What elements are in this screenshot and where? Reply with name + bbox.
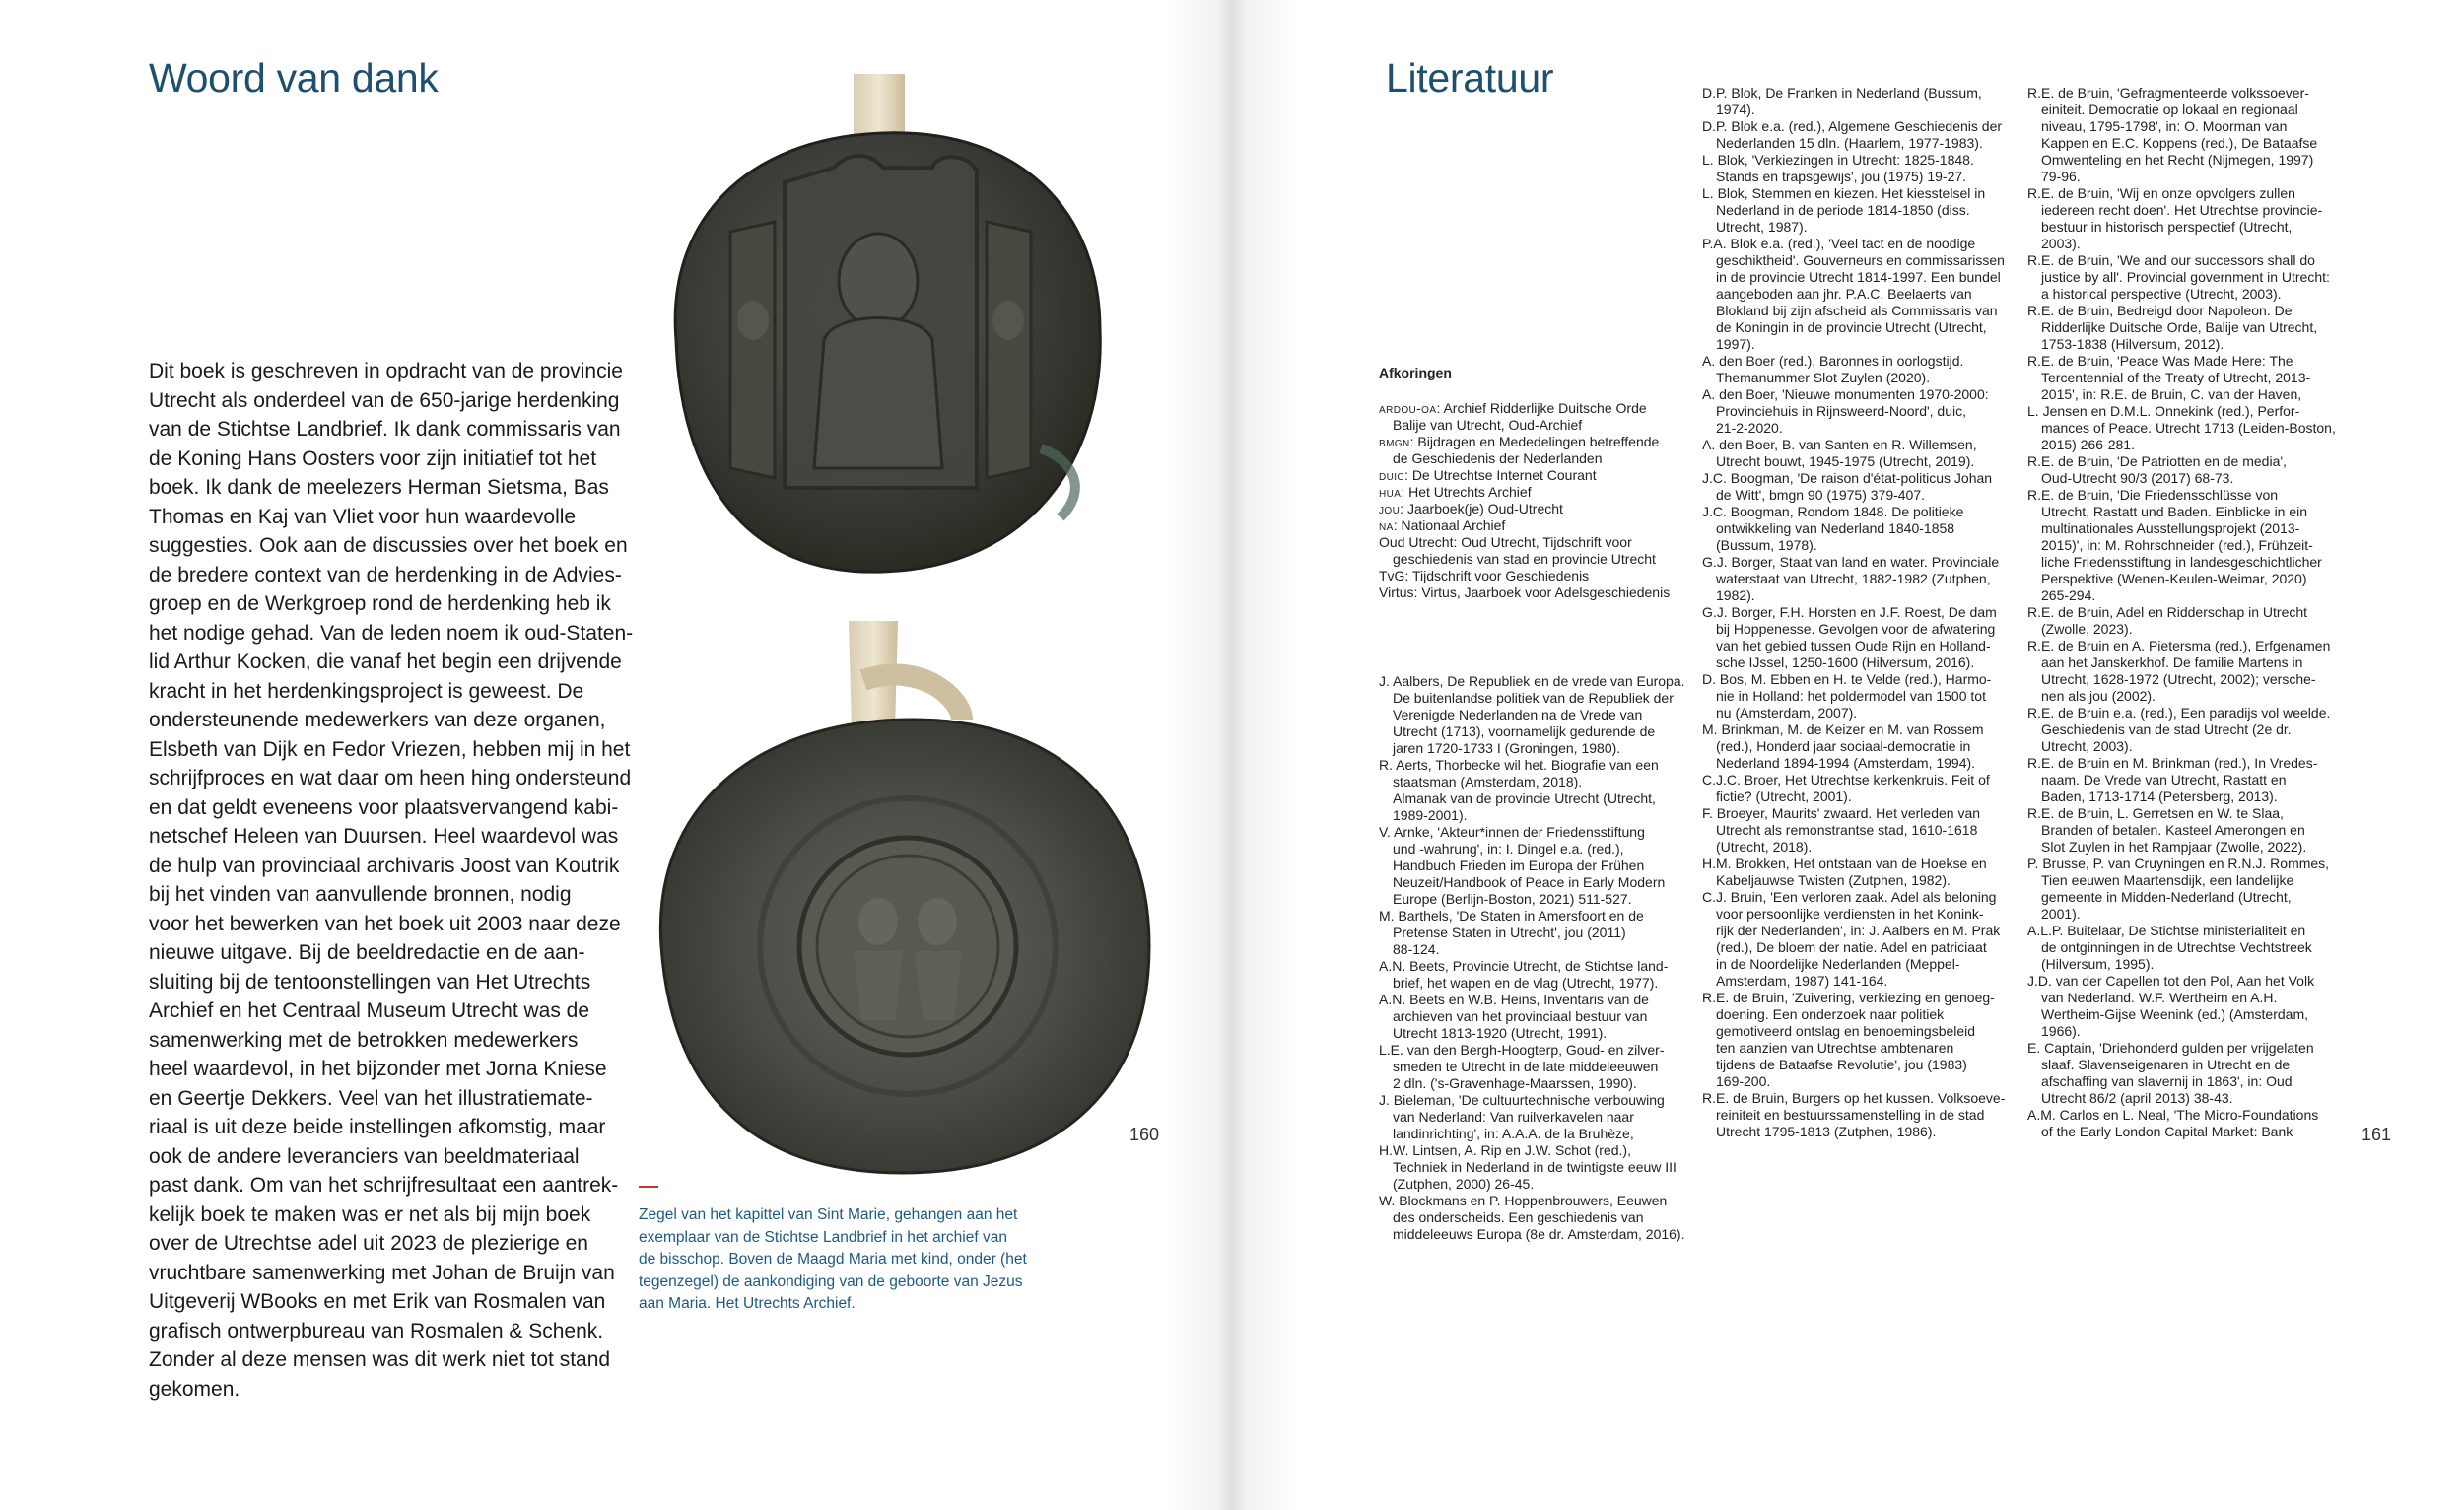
literature-line: bij Hoppenesse. Gevolgen voor de afwatering: [1716, 621, 1996, 637]
abbreviation-code: na: [1379, 517, 1394, 533]
literature-line: van Nederland. W.F. Wertheim en A.H.: [2041, 990, 2278, 1005]
literature-line: Utrecht 1813-1920 (Utrecht, 1991).: [1393, 1025, 1608, 1041]
body-line: sluiting bij de tentoonstellingen van Het Utrechts: [149, 970, 591, 994]
literature-line: Nederland in de periode 1814-1850 (diss.: [1716, 202, 1970, 218]
literature-line: justice by all'. Provincial government in Utrecht:: [2041, 269, 2330, 285]
body-line: Thomas en Kaj van Vliet voor hun waardevolle: [149, 505, 577, 528]
page-number-left: 160: [1129, 1125, 1160, 1144]
literature-line: Stands en trapsgewijs', jou (1975) 19-27.: [1716, 169, 1967, 184]
literature-line: M. Barthels, 'De Staten in Amersfoort en de: [1379, 908, 1644, 924]
literature-line: 2015) 266-281.: [2041, 437, 2135, 452]
literature-line: 1966).: [2041, 1023, 2081, 1039]
literature-line: of the Early London Capital Market: Bank: [2041, 1124, 2293, 1139]
page-title-acknowledgements: Woord van dank: [149, 55, 439, 101]
abbreviation-item: [1379, 400, 1675, 417]
caption-accent-dash: [639, 1186, 658, 1188]
literature-line: de ontginningen in de Utrechtse Vechtstreek: [2041, 939, 2312, 955]
literature-line: H.M. Brokken, Het ontstaan van de Hoekse en: [1702, 856, 1987, 871]
literature-line: A. den Boer, 'Nieuwe monumenten 1970-2000:: [1702, 386, 1989, 402]
literature-column-2: [1702, 85, 2027, 1140]
abbreviation-text: Oud Utrecht: Oud Utrecht, Tijdschrift voor: [1379, 534, 1632, 550]
body-line: samenwerking met de betrokken medewerkers: [149, 1028, 579, 1052]
literature-line: R.E. de Bruin en A. Pietersma (red.), Erfgenamen: [2027, 638, 2331, 653]
body-line: Dit boek is geschreven in opdracht van de provincie: [149, 360, 623, 382]
literature-line: (Bussum, 1978).: [1716, 537, 1817, 553]
literature-line: Pretense Staten in Utrecht', jou (2011): [1393, 925, 1626, 940]
literature-line: Provinciehuis in Rijnsweerd-Noord', duic,: [1716, 403, 1967, 419]
literature-line: L. Jensen en D.M.L. Onnekink (red.), Perfor-: [2027, 403, 2300, 419]
literature-line: R.E. de Bruin, 'Wij en onze opvolgers zullen: [2027, 185, 2295, 201]
body-line: de Koning Hans Oosters voor zijn initiatief tot het: [149, 446, 597, 470]
literature-line: L. Blok, Stemmen en kiezen. Het kiesstelsel in: [1702, 185, 1986, 201]
literature-line: 2 dln. ('s-Gravenhage-Maarssen, 1990).: [1393, 1075, 1637, 1091]
abbreviation-code: duic: [1379, 467, 1405, 483]
literature-line: de Koningin in de provincie Utrecht (Utrecht,: [1716, 319, 1987, 335]
abbreviation-text: : Archief Ridderlijke Duitsche Orde: [1436, 400, 1647, 416]
literature-line: A. den Boer (red.), Baronnes in oorlogstijd.: [1702, 353, 1964, 369]
literature-line: Almanak van de provincie Utrecht (Utrecht,: [1393, 790, 1656, 806]
abbreviation-text: : Jaarboek(je) Oud-Utrecht: [1400, 501, 1563, 516]
literature-line: 2003).: [2041, 236, 2081, 251]
literature-line: gemeente in Midden-Nederland (Utrecht,: [2041, 889, 2292, 905]
literature-column-3: [2027, 85, 2353, 1140]
caption-line: Zegel van het kapittel van Sint Marie, gehangen aan het: [639, 1206, 1018, 1223]
literature-line: Slot Zuylen in het Rampjaar (Zwolle, 2022).: [2041, 839, 2307, 855]
body-line: schrijfproces en wat daar om heen hing ondersteund: [149, 767, 632, 789]
literature-line: Perspektive (Wenen-Keulen-Weimar, 2020): [2041, 571, 2307, 586]
abbreviation-text: : De Utrechtse Internet Courant: [1404, 467, 1597, 483]
literature-line: A. den Boer, B. van Santen en R. Willemsen,: [1702, 437, 1977, 452]
abbreviation-code: bmgn: [1379, 434, 1410, 449]
literature-line: J.D. van der Capellen tot den Pol, Aan het Volk: [2027, 973, 2315, 989]
literature-line: De buitenlandse politiek van de Republiek der: [1393, 690, 1674, 706]
literature-line: Verenigde Nederlanden na de Vrede van: [1393, 707, 1643, 722]
body-line: gekomen.: [149, 1377, 240, 1401]
literature-line: jaren 1720-1733 I (Groningen, 1980).: [1393, 740, 1621, 756]
page-number-right: 161: [2361, 1125, 2392, 1144]
literature-line: L. Blok, 'Verkiezingen in Utrecht: 1825-1848.: [1702, 152, 1974, 168]
literature-line: P.A. Blok e.a. (red.), 'Veel tact en de noodige: [1702, 236, 1976, 251]
literature-line: Nederlanden 15 dln. (Haarlem, 1977-1983).: [1716, 135, 1983, 151]
literature-line: landinrichting', in: A.A.A. de la Bruhèze,: [1393, 1126, 1634, 1141]
literature-line: Utrecht 86/2 (april 2013) 38-43.: [2041, 1090, 2233, 1106]
literature-line: reiniteit en bestuurssamenstelling in de stad: [1716, 1107, 1985, 1123]
literature-line: J. Bieleman, 'De cultuurtechnische verbouwing: [1379, 1092, 1665, 1108]
literature-line: voor persoonlijke verdiensten in het Konink-: [1716, 906, 1984, 922]
literature-line: (red.), De bloem der natie. Adel en patriciaat: [1716, 939, 1987, 955]
body-line: past dank. Om van het schrijfresultaat een aantrek-: [149, 1174, 619, 1197]
literature-line: R.E. de Bruin, 'Gefragmenteerde volkssoever-: [2027, 85, 2309, 101]
abbreviation-text: TvG: Tijdschrift voor Geschiedenis: [1379, 568, 1590, 583]
literature-line: middeleeuws Europa (8e dr. Amsterdam, 2016).: [1393, 1226, 1685, 1242]
literature-line: D. Bos, M. Ebben en H. te Velde (red.), Harmo-: [1702, 671, 1992, 687]
body-line: vruchtbare samenwerking met Johan de Bruijn van: [149, 1261, 615, 1284]
literature-line: ontwikkeling van Nederland 1840-1858: [1716, 520, 1955, 536]
literature-line: (Zutphen, 2000) 26-45.: [1393, 1176, 1535, 1192]
body-line: de hulp van provinciaal archivaris Joost van Koutrik: [149, 854, 620, 877]
literature-line: doening. Een onderzoek naar politiek: [1716, 1006, 1945, 1022]
literature-line: E. Captain, 'Driehonderd gulden per vrijgelaten: [2027, 1040, 2314, 1056]
literature-line: Branden of betalen. Kasteel Amerongen en: [2041, 822, 2305, 838]
abbreviation-item: [1379, 568, 1675, 584]
page-title-literature: Literatuur: [1386, 55, 1554, 101]
literature-line: bestuur in historisch perspectief (Utrecht,: [2041, 219, 2293, 235]
literature-line: 2015)', in: M. Rohrschneider (red.), Frühzeit-: [2041, 537, 2313, 553]
abbreviation-code: hua: [1379, 484, 1402, 500]
literature-line: A.N. Beets, Provincie Utrecht, de Stichtse land-: [1379, 958, 1669, 974]
literature-line: A.L.P. Buitelaar, De Stichtse ministerialiteit en: [2027, 923, 2306, 938]
literature-line: Geschiedenis van de stad Utrecht (2e dr.: [2041, 721, 2292, 737]
body-line: Utrecht als onderdeel van de 650-jarige herdenking: [149, 388, 620, 412]
body-line: en Geertje Dekkers. Veel van het illustratiemate-: [149, 1086, 593, 1110]
literature-line: aan het Janskerkhof. De familie Martens in: [2041, 654, 2303, 670]
literature-line: L.E. van den Bergh-Hoogterp, Goud- en zilver-: [1379, 1042, 1665, 1058]
body-line: Zonder al deze mensen was dit werk niet tot stand: [149, 1348, 611, 1371]
abbreviation-text: geschiedenis van stad en provincie Utrecht: [1393, 551, 1656, 567]
abbreviations-heading: Afkoringen: [1379, 365, 1452, 380]
literature-line: niveau, 1795-1798', in: O. Moorman van: [2041, 118, 2288, 134]
literature-line: A.N. Beets en W.B. Heins, Inventaris van de: [1379, 992, 1649, 1007]
literature-line: nie in Holland: het poldermodel van 1500 tot: [1716, 688, 1986, 704]
body-line: lid Arthur Kocken, die vanaf het begin een drijvende: [149, 651, 622, 673]
abbreviation-text: de Geschiedenis der Nederlanden: [1393, 450, 1603, 466]
caption-line: de bisschop. Boven de Maagd Maria met kind, onder (het: [639, 1251, 1027, 1268]
literature-line: R.E. de Bruin, Bedreigd door Napoleon. De: [2027, 303, 2293, 318]
literature-line: slaaf. Slavenseigenaren in Utrecht en de: [2041, 1057, 2291, 1072]
body-line: over de Utrechtse adel uit 2023 de plezierige en: [149, 1232, 588, 1255]
literature-line: van het gebied tussen Oude Rijn en Holland-: [1716, 638, 1991, 653]
literature-line: und -wahrung', in: I. Dingel e.a. (red.),: [1393, 841, 1624, 857]
abbreviation-text: : Nationaal Archief: [1393, 517, 1506, 533]
body-line: Archief en het Centraal Museum Utrecht was de: [149, 999, 590, 1022]
abbreviation-text: : Bijdragen en Mededelingen betreffende: [1409, 434, 1660, 449]
literature-line: Handbuch Frieden im Europa der Frühen: [1393, 858, 1645, 873]
abbreviation-text: Virtus: Virtus, Jaarboek voor Adelsgeschiedenis: [1379, 584, 1671, 600]
literature-line: R.E. de Bruin en M. Brinkman (red.), In Vredes-: [2027, 755, 2318, 771]
body-line: heel waardevol, in het bijzonder met Jorna Kniese: [149, 1058, 607, 1080]
literature-line: (red.), Honderd jaar sociaal-democratie in: [1716, 738, 1971, 754]
literature-line: Tien eeuwen Maartensdijk, een landelijke: [2041, 872, 2294, 888]
literature-line: W. Blockmans en P. Hoppenbrouwers, Eeuwen: [1379, 1193, 1668, 1208]
abbreviation-item: [1379, 434, 1675, 450]
abbreviation-item: [1379, 551, 1675, 568]
literature-line: a historical perspective (Utrecht, 2003).: [2041, 286, 2282, 302]
literature-line: R.E. de Bruin, Burgers op het kussen. Volksoeve-: [1702, 1090, 2006, 1106]
body-line: bij het vinden van aanvullende bronnen, nodig: [149, 883, 572, 906]
literature-line: J.C. Boogman, Rondom 1848. De politieke: [1702, 504, 1964, 519]
literature-line: Oud-Utrecht 90/3 (2017) 68-73.: [2041, 470, 2234, 486]
literature-line: Utrecht bouwt, 1945-1975 (Utrecht, 2019).: [1716, 453, 1975, 469]
abbreviation-item: [1379, 501, 1675, 517]
literature-line: iedereen recht doen'. Het Utrechtse provincie-: [2041, 202, 2323, 218]
literature-line: M. Brinkman, M. de Keizer en M. van Rossem: [1702, 721, 1984, 737]
caption-line: tegenzegel) de aankondiging van de geboorte van Jezus: [639, 1272, 1023, 1290]
body-line: Elsbeth van Dijk en Fedor Vriezen, hebben mij in het: [149, 737, 631, 761]
acknowledgements-text: [149, 357, 634, 1404]
literature-line: 21-2-2020.: [1716, 420, 1783, 436]
caption-line: aan Maria. Het Utrechts Archief.: [639, 1295, 856, 1312]
literature-line: Utrecht (1713), voornamelijk gedurende de: [1393, 723, 1656, 739]
literature-line: R.E. de Bruin, Adel en Ridderschap in Utrecht: [2027, 604, 2308, 620]
body-line: riaal is uit deze beide instellingen afkomstig, maar: [149, 1116, 606, 1138]
literature-line: R.E. de Bruin, 'We and our successors shall do: [2027, 252, 2315, 268]
body-line: ook de andere leveranciers van beeldmateriaal: [149, 1144, 580, 1168]
literature-line: Utrecht, 1987).: [1716, 219, 1808, 235]
literature-line: G.J. Borger, F.H. Horsten en J.F. Roest, De dam: [1702, 604, 1997, 620]
literature-line: gemotiveerd ontslag en benoemingsbeleid: [1716, 1023, 1976, 1039]
literature-line: 1989-2001).: [1393, 807, 1468, 823]
abbreviation-item: [1379, 484, 1675, 501]
literature-line: Baden, 1713-1714 (Petersberg, 2013).: [2041, 789, 2278, 804]
abbreviation-code: ardou-oa: [1379, 400, 1437, 416]
literature-line: Kappen en E.C. Koppens (red.), De Bataafse: [2041, 135, 2318, 151]
literature-line: 1982).: [1716, 587, 1755, 603]
literature-line: des onderscheids. Een geschiedenis van: [1393, 1209, 1644, 1225]
literature-line: R.E. de Bruin, 'Zuivering, verkiezing en genoeg-: [1702, 990, 1995, 1005]
literature-line: afschaffing van slavernij in 1863', in: Oud: [2041, 1073, 2293, 1089]
literature-line: Techniek in Nederland in de twintigste eeuw III: [1393, 1159, 1677, 1175]
literature-line: Wertheim-Gijse Weenink (ed.) (Amsterdam,: [2041, 1006, 2308, 1022]
literature-line: mances of Peace. Utrecht 1713 (Leiden-Boston,: [2041, 420, 2336, 436]
literature-line: R.E. de Bruin e.a. (red.), Een paradijs vol weelde.: [2027, 705, 2331, 721]
literature-line: R.E. de Bruin, L. Gerretsen en W. te Slaa,: [2027, 805, 2284, 821]
literature-line: multinationales Ausstellungsprojekt (2013-: [2041, 520, 2300, 536]
body-line: nieuwe uitgave. Bij de beeldredactie en de aan-: [149, 941, 585, 964]
literature-line: C.J.C. Broer, Het Utrechtse kerkenkruis. Feit of: [1702, 772, 1990, 788]
body-line: van de Stichtse Landbrief. Ik dank commissaris van: [149, 418, 621, 441]
literature-line: rijk der Nederlanden', in: J. Aalbers en M. Prak: [1716, 923, 2001, 938]
seal-obverse-photo: [637, 74, 1238, 646]
body-line: kracht in het herdenkingsproject is geweest. De: [149, 679, 584, 703]
body-line: en dat geldt eveneens voor plaatsvervangend kabi-: [149, 795, 619, 819]
literature-line: van Nederland: Van ruilverkavelen naar: [1393, 1109, 1634, 1125]
literature-line: in de Noordelijke Nederlanden (Meppel-: [1716, 956, 1960, 972]
literature-line: aangeboden aan jhr. P.A.C. Beelaerts van: [1716, 286, 1972, 302]
abbreviation-item: [1379, 517, 1675, 534]
literature-line: R.E. de Bruin, 'Peace Was Made Here: The: [2027, 353, 2293, 369]
literature-line: brief, het wapen en de vlag (Utrecht, 1977).: [1393, 975, 1659, 991]
literature-line: de Witt', bmgn 90 (1975) 379-407.: [1716, 487, 1926, 503]
literature-line: Tercentennial of the Treaty of Utrecht, 2013-: [2041, 370, 2311, 385]
literature-line: tijdens de Bataafse Revolutie', jou (1983): [1716, 1057, 1967, 1072]
literature-line: H.W. Lintsen, A. Rip en J.W. Schot (red.),: [1379, 1142, 1631, 1158]
literature-line: Nederland 1894-1994 (Amsterdam, 1994).: [1716, 755, 1976, 771]
literature-line: R. Aerts, Thorbecke wil het. Biografie van een: [1379, 757, 1659, 773]
literature-line: 79-96.: [2041, 169, 2081, 184]
abbreviation-item: [1379, 534, 1675, 551]
body-line: ondersteunende medewerkers van deze organen,: [149, 709, 606, 731]
literature-line: (Zwolle, 2023).: [2041, 621, 2133, 637]
literature-line: Utrecht, 2003).: [2041, 738, 2133, 754]
literature-line: R.E. de Bruin, 'Die Friedensschlüsse von: [2027, 487, 2279, 503]
literature-line: Omwenteling en het Recht (Nijmegen, 1997): [2041, 152, 2314, 168]
literature-line: J.C. Boogman, 'De raison d'état-politicus Johan: [1702, 470, 1993, 486]
abbreviation-item: [1379, 417, 1675, 434]
literature-line: V. Arnke, 'Akteur*innen der Friedensstiftung: [1379, 824, 1645, 840]
seal-photo-caption: [639, 1204, 1102, 1316]
body-line: de bredere context van de herdenking in de Advies-: [149, 563, 622, 586]
literature-line: (Utrecht, 2018).: [1716, 839, 1813, 855]
literature-line: F. Broeyer, Maurits' zwaard. Het verleden van: [1702, 805, 1981, 821]
literature-line: fictie? (Utrecht, 2001).: [1716, 789, 1852, 804]
literature-line: 1997).: [1716, 336, 1755, 352]
literature-line: archieven van het provinciaal bestuur van: [1393, 1008, 1648, 1024]
literature-line: naam. De Vrede van Utrecht, Rastatt en: [2041, 772, 2287, 788]
literature-line: nen als jou (2002).: [2041, 688, 2156, 704]
abbreviation-item: [1379, 467, 1675, 484]
body-line: netschef Heleen van Duursen. Heel waardevol was: [149, 825, 619, 848]
literature-line: D.P. Blok e.a. (red.), Algemene Geschiedenis der: [1702, 118, 2003, 134]
literature-line: D.P. Blok, De Franken in Nederland (Bussum,: [1702, 85, 1982, 101]
literature-line: Themanummer Slot Zuylen (2020).: [1716, 370, 1931, 385]
literature-column-1: [1379, 673, 1694, 1243]
body-line: het nodige gehad. Van de leden noem ik oud-Staten-: [149, 621, 634, 645]
abbreviation-item: [1379, 450, 1675, 467]
abbreviation-item: [1379, 584, 1675, 601]
literature-line: einiteit. Democratie op lokaal en regionaal: [2041, 102, 2298, 117]
body-line: groep en de Werkgroep rond de herdenking heb ik: [149, 592, 611, 615]
literature-line: ten aanzien van Utrechtse ambtenaren: [1716, 1040, 1954, 1056]
literature-line: liche Friedensstiftung in landesgeschichtlicher: [2041, 554, 2322, 570]
literature-line: Utrecht als remonstrantse stad, 1610-1618: [1716, 822, 1978, 838]
literature-line: Ridderlijke Duitsche Orde, Balije van Utrecht,: [2041, 319, 2318, 335]
literature-line: waterstaat van Utrecht, 1882-1982 (Zutphen,: [1716, 571, 1991, 586]
literature-line: Europe (Berlijn-Boston, 2021) 511-527.: [1393, 891, 1632, 907]
literature-line: sche IJssel, 1250-1600 (Hilversum, 2016).: [1716, 654, 1975, 670]
literature-line: R.E. de Bruin, 'De Patriotten en de media',: [2027, 453, 2287, 469]
literature-line: J. Aalbers, De Republiek en de vrede van Europa.: [1379, 673, 1685, 689]
literature-line: (Hilversum, 1995).: [2041, 956, 2155, 972]
literature-line: P. Brusse, P. van Cruyningen en R.N.J. Rommes,: [2027, 856, 2330, 871]
body-line: grafisch ontwerpbureau van Rosmalen & Schenk.: [149, 1319, 604, 1342]
literature-line: staatsman (Amsterdam, 2018).: [1393, 774, 1583, 789]
literature-line: C.J. Bruin, 'Een verloren zaak. Adel als beloning: [1702, 889, 1997, 905]
abbreviation-text: Balije van Utrecht, Oud-Archief: [1393, 417, 1583, 433]
literature-line: Utrecht, Rastatt und Baden. Einblicke in ein: [2041, 504, 2308, 519]
literature-line: in de provincie Utrecht 1814-1997. Een bundel: [1716, 269, 2001, 285]
body-line: suggesties. Ook aan de discussies over het boek en: [149, 534, 628, 557]
literature-line: Kabeljauwse Twisten (Zutphen, 1982).: [1716, 872, 1951, 888]
left-page: [0, 0, 1227, 1510]
abbreviations-list: [1379, 400, 1675, 601]
literature-line: geschiktheid'. Gouverneurs en commissarissen: [1716, 252, 2005, 268]
literature-line: G.J. Borger, Staat van land en water. Provinciale: [1702, 554, 2000, 570]
literature-line: nu (Amsterdam, 2007).: [1716, 705, 1858, 721]
literature-line: 265-294.: [2041, 587, 2096, 603]
literature-line: Utrecht, 1628-1972 (Utrecht, 2002); versche-: [2041, 671, 2316, 687]
literature-line: A.M. Carlos en L. Neal, 'The Micro-Foundations: [2027, 1107, 2319, 1123]
body-line: kelijk boek te maken was er net als bij mijn boek: [149, 1202, 591, 1226]
literature-line: 2015', in: R.E. de Bruin, C. van der Haven,: [2041, 386, 2302, 402]
body-line: boek. Ik dank de meelezers Herman Sietsma, Bas: [149, 476, 609, 499]
literature-line: 1753-1838 (Hilversum, 2012).: [2041, 336, 2224, 352]
abbreviation-text: : Het Utrechts Archief: [1401, 484, 1532, 500]
literature-line: 1974).: [1716, 102, 1755, 117]
literature-line: Blokland bij zijn afscheid als Commissaris van: [1716, 303, 1998, 318]
abbreviation-code: jou: [1379, 501, 1401, 516]
body-line: voor het bewerken van het boek uit 2003 naar deze: [149, 912, 621, 935]
literature-line: smeden te Utrecht in de late middeleeuwen: [1393, 1059, 1659, 1074]
literature-line: 2001).: [2041, 906, 2081, 922]
literature-line: 169-200.: [1716, 1073, 1771, 1089]
literature-line: Amsterdam, 1987) 141-164.: [1716, 973, 1888, 989]
caption-line: exemplaar van de Stichtse Landbrief in het archief van: [639, 1228, 1007, 1246]
literature-line: Neuzeit/Handbook of Peace in Early Modern: [1393, 874, 1666, 890]
seal-counterseal-photo: [637, 621, 1238, 1202]
body-line: Uitgeverij WBooks en met Erik van Rosmalen van: [149, 1290, 606, 1313]
literature-line: 88-124.: [1393, 941, 1440, 957]
literature-line: Utrecht 1795-1813 (Zutphen, 1986).: [1716, 1124, 1937, 1139]
